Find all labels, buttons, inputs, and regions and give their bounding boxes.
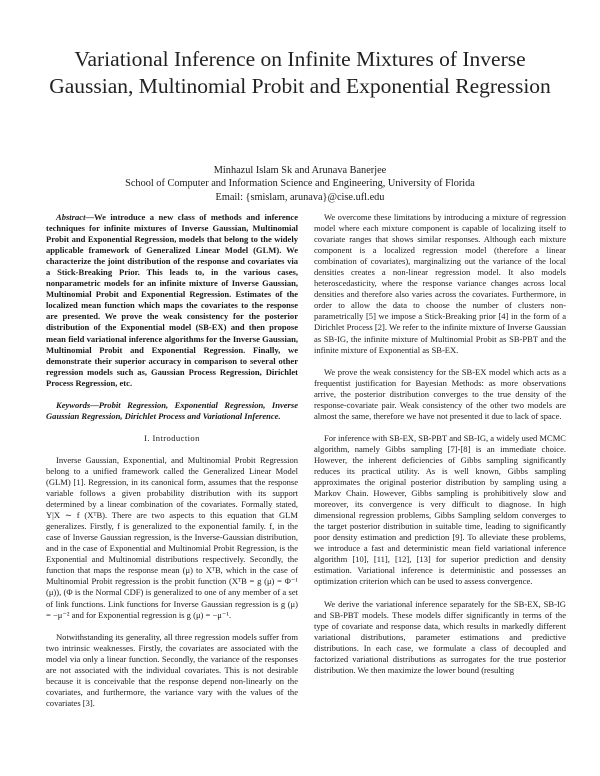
paragraph: Notwithstanding its generality, all three regression models suffer from two intrinsic weaknesses. Firstly, the covariates are associated with the model via only a linear function. Secondly, the variance of the responses are not associated with the individual covariates. This is not desirable because it is conceivable that the response depend non-linearly on the covariates, and furthermore, the variance vary with the values of the covariates [3]. [46, 631, 298, 708]
author-block [30, 164, 570, 204]
section-heading-introduction: I. Introduction [144, 432, 200, 443]
author-email: Email: {smislam, arunava}@cise.ufl.edu [215, 191, 385, 203]
author-affiliation: School of Computer and Information Science and Engineering, University of Florida [125, 178, 475, 190]
author-names: Minhazul Islam Sk and Arunava Banerjee [213, 165, 387, 176]
abstract-lead: Abstract [56, 212, 86, 222]
paragraph: For inference with SB-EX, SB-PBT and SB-IG, a widely used MCMC algorithm, namely Gibbs sampling [7]-[8] is an immediate choice. However, the inherent deficiencies of Gibbs sampling significantly reduces its practical utility. As is well known, Gibbs sampling approximates the original posterior distribution by sampling using a Markov Chain. However, Gibbs sampling is prohibitively slow and moreover, its convergence is very difficult to diagnose. In high dimensional regression problems, Gibbs Sampling seldom converges to the target posterior distribution in suitable time, leading to significantly poor density estimation and prediction [9]. To alleviate these problems, we introduce a fast and deterministic mean field variational inference algorithm [10], [11], [12], [13] for superior prediction and density estimation. Variational inference is deterministic and possesses an optimization criterion which can be used to assess convergence. [314, 432, 566, 587]
keywords [46, 400, 298, 422]
abstract [46, 212, 298, 389]
paper-title: Variational Inference on Infinite Mixtures of Inverse Gaussian, Multinomial Probit and Exponential Regression [49, 47, 551, 98]
right-column [314, 212, 566, 676]
paragraph: We overcome these limitations by introducing a mixture of regression model where each mixture component is capable of localizing itself to covariate ranges that shows similar responses. Although each mixture component is a localized regression model (therefore a linear combination of covariates), marginalizing out the variance of the local densities creates a non-linear regression model. It also models heteroscedasticity, where the response variance changes across local densities and therefore also varies across the covariates. Furthermore, in order to allow the data to choose the number of clusters non-parametrically [5] we impose a Stick-Breaking prior [4] in the form of a Dirichlet Process [2]. We refer to the infinite mixture of Inverse Gaussian as SB-IG, the infinite mixture of Multinomial Probit as SB-PBT and the infinite mixture of Exponential as SB-EX. [314, 212, 566, 355]
left-column [46, 212, 298, 709]
paragraph: Inverse Gaussian, Exponential, and Multinomial Probit Regression belong to a unified framework called the Generalized Linear Model (GLM) [1]. Regression, in its canonical form, assumes that the response variable follows a given probability distribution with its support determined by a linear combination of the covariates. Formally stated, Y|X ∼ f (XᵀΒ). There are two aspects to this equation that GLM generalizes. Firstly, f is generalized to the exponential family. f, in the case of Inverse Gaussian regression, is the Inverse-Gaussian distribution, and in the case of Exponential and Multinomial Probit Regression, is the Exponential and Multinomial distributions respectively. Secondly, the function that maps the response mean (μ) to XᵀΒ, which in the case of Multinomial Probit regression is the probit function (XᵀΒ = g (μ) = Φ⁻¹ (μ)), (Φ is the Normal CDF) is generalized to one of any member of a set of link functions. Link functions for Inverse Gaussian regression is g (μ) = −μ⁻² and for Exponential regression is g (μ) = −μ⁻¹. [46, 454, 298, 620]
keywords-text: —Probit Regression, Exponential Regression, Inverse Gaussian Regression, Dirichlet Process and Variational Inference. [46, 399, 298, 421]
keywords-lead: Keywords [56, 399, 91, 410]
paragraph: We prove the weak consistency for the SB-EX model which acts as a frequentist justification for Bayesian Methods: as more observations arrive, the posterior distribution converges to the true density of the response-covariate pair. Weak consistency of the other two models are almost the same, therefore we have not presented it due to lack of space. [314, 366, 566, 421]
abstract-text: —We introduce a new class of methods and inference techniques for infinite mixtures of Inverse Gaussian, Multinomial Probit and Exponential Regression, models that belong to the widely applicable framework of Generalized Linear Model (GLM). We characterize the joint distribution of the response and covariates via a Stick-Breaking Prior. This leads to, in the various cases, nonparametric models for an infinite mixture of Inverse Gaussian, Multinomial Probit and Exponential Regression. Estimates of the localized mean function which maps the covariates to the response are presented. We prove the weak consistency for the posterior distribution of the Exponential model (SB-EX) and then propose mean field variational inference algorithms for the Inverse Gaussian, Multinomial Probit and Exponential Regression. Finally, we demonstrate their superior accuracy in comparison to several other regression models such as, Gaussian Process Regression, Dirichlet Process Regression, etc. [46, 212, 298, 388]
paragraph: We derive the variational inference separately for the SB-EX, SB-IG and SB-PBT models. These models differ significantly in terms of the type of covariate and response data, which results in markedly different variational distributions, parameter estimations and predictive distributions. In each case, we formulate a class of decoupled and factorized variational distributions as surrogates for the true posterior distribution. We then maximize the lower bound (resulting [314, 598, 566, 675]
